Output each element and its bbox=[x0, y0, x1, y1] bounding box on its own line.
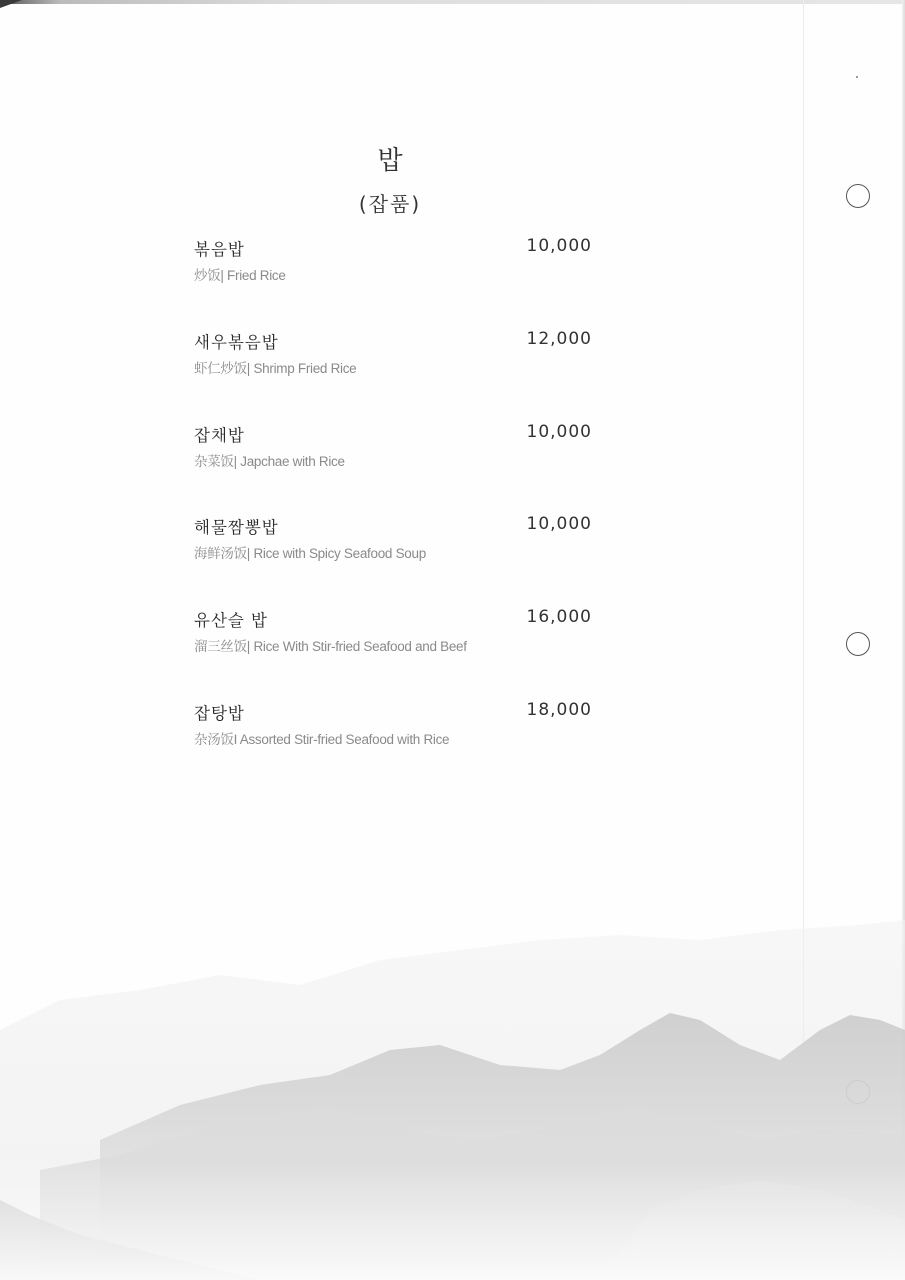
menu-item bbox=[194, 236, 594, 296]
menu-item-name: 유산슬 밥 bbox=[194, 611, 269, 630]
menu-item-name: 잡채밥 bbox=[194, 426, 245, 445]
menu-item-description: 杂汤饭I Assorted Stir-fried Seafood with Rice bbox=[194, 732, 450, 747]
menu-item-description: 溜三丝饭| Rice With Stir-fried Seafood and Beef bbox=[194, 639, 467, 654]
binder-hole-middle bbox=[846, 632, 870, 656]
page-subtitle: (잡품) bbox=[358, 192, 422, 216]
scan-top-shadow bbox=[0, 0, 905, 4]
menu-item-name: 해물짬뽕밥 bbox=[194, 518, 279, 537]
menu-item-price: 10,000 bbox=[526, 236, 592, 256]
menu-item-price: 10,000 bbox=[526, 514, 592, 534]
menu-item-price: 16,000 bbox=[526, 607, 592, 627]
menu-item bbox=[194, 329, 594, 389]
menu-item-description: 虾仁炒饭| Shrimp Fried Rice bbox=[194, 361, 357, 376]
menu-item-price: 12,000 bbox=[526, 329, 592, 349]
mountain-landscape-illustration bbox=[0, 880, 905, 1280]
menu-item-price: 18,000 bbox=[526, 700, 592, 720]
page-title: 밥 bbox=[377, 146, 403, 176]
menu-item-description: 炒饭| Fried Rice bbox=[194, 268, 286, 283]
menu-item-name: 잡탕밥 bbox=[194, 704, 245, 723]
menu-item-price: 10,000 bbox=[526, 422, 592, 442]
menu-item-description: 海鲜汤饭| Rice with Spicy Seafood Soup bbox=[194, 546, 426, 561]
scan-speck bbox=[856, 76, 858, 78]
menu-item bbox=[194, 422, 594, 482]
menu-item bbox=[194, 607, 594, 667]
menu-item bbox=[194, 700, 594, 760]
menu-item-name: 새우볶음밥 bbox=[194, 333, 279, 352]
menu-item bbox=[194, 514, 594, 574]
binder-hole-top bbox=[846, 184, 870, 208]
menu-item-description: 杂菜饭| Japchae with Rice bbox=[194, 454, 345, 469]
menu-item-name: 볶음밥 bbox=[194, 240, 245, 259]
